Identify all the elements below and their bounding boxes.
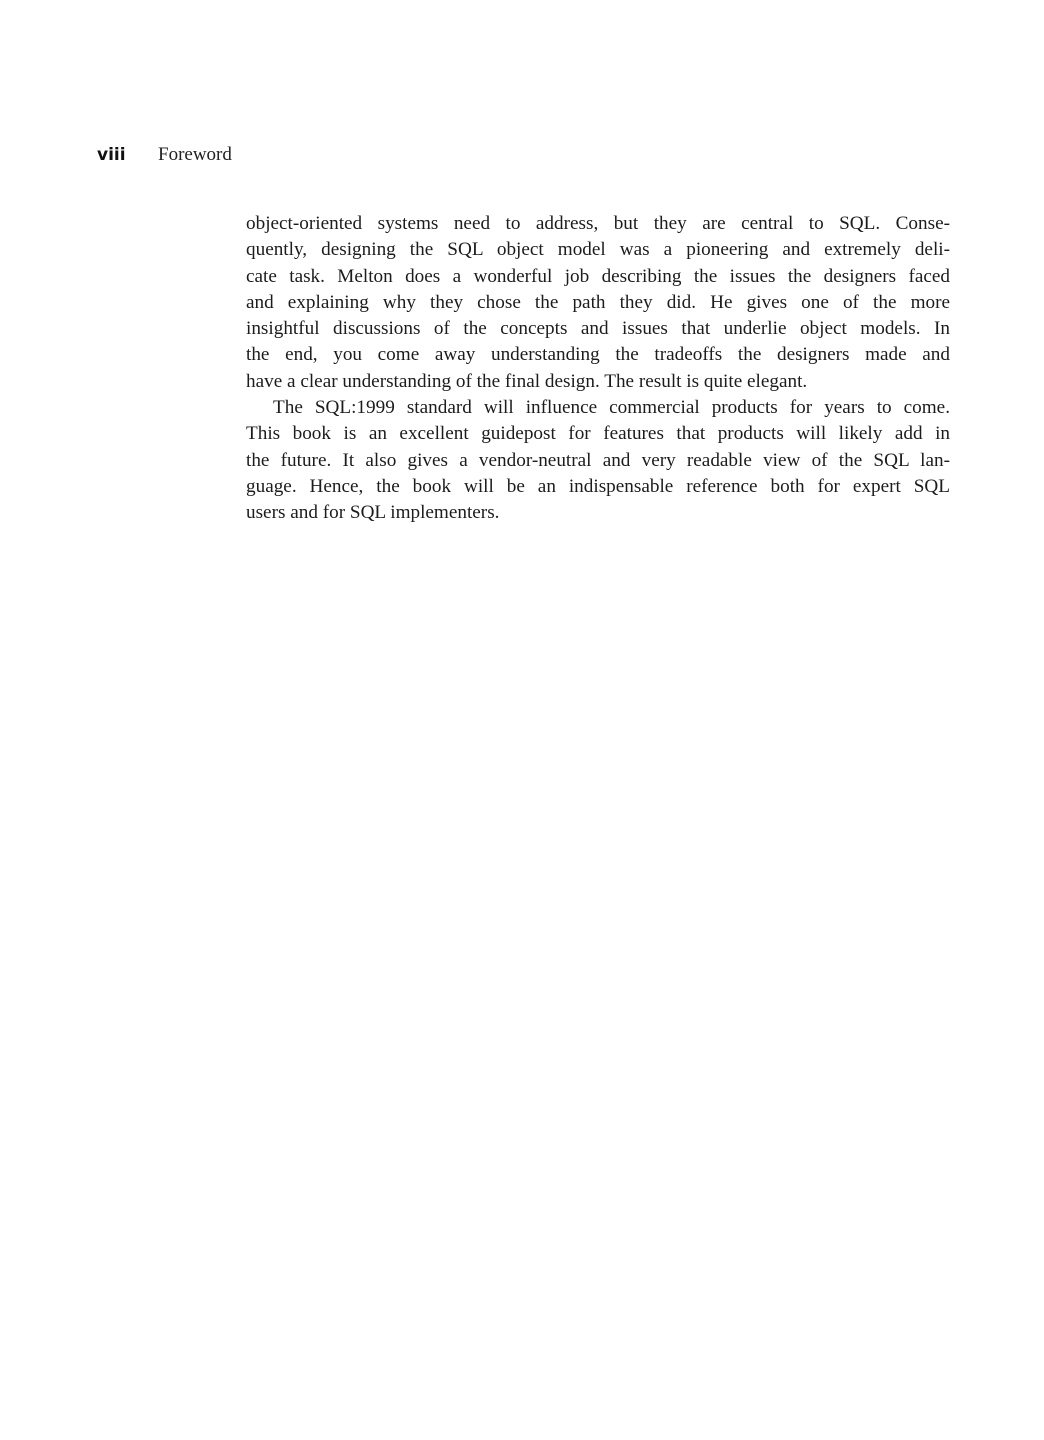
running-head	[97, 144, 232, 170]
paragraph-2	[246, 395, 950, 526]
text-line: users and for SQL implementers.	[246, 502, 500, 524]
text-line: and explaining why they chose the path they did. He gives one of the more	[246, 291, 950, 313]
body-text	[246, 211, 950, 527]
text-line: insightful discussions of the concepts and issues that underlie object models. In	[246, 318, 950, 340]
text-line: This book is an excellent guidepost for features that products will likely add in	[246, 423, 950, 445]
text-line: The SQL:1999 standard will influence commercial products for years to come.	[273, 397, 950, 419]
text-line: quently, designing the SQL object model was a pioneering and extremely deli-	[246, 239, 950, 261]
text-line: cate task. Melton does a wonderful job describing the issues the designers faced	[246, 265, 950, 287]
section-title: Foreword	[158, 144, 232, 165]
text-line: have a clear understanding of the final design. The result is quite elegant.	[246, 370, 808, 392]
text-line: the future. It also gives a vendor-neutral and very readable view of the SQL lan-	[246, 449, 950, 471]
page-number: viii	[97, 145, 126, 165]
text-line: the end, you come away understanding the tradeoffs the designers made and	[246, 344, 950, 366]
text-line: object-oriented systems need to address, but they are central to SQL. Conse-	[246, 213, 950, 234]
text-line: guage. Hence, the book will be an indispensable reference both for expert SQL	[246, 475, 950, 497]
paragraph-1	[246, 211, 950, 395]
